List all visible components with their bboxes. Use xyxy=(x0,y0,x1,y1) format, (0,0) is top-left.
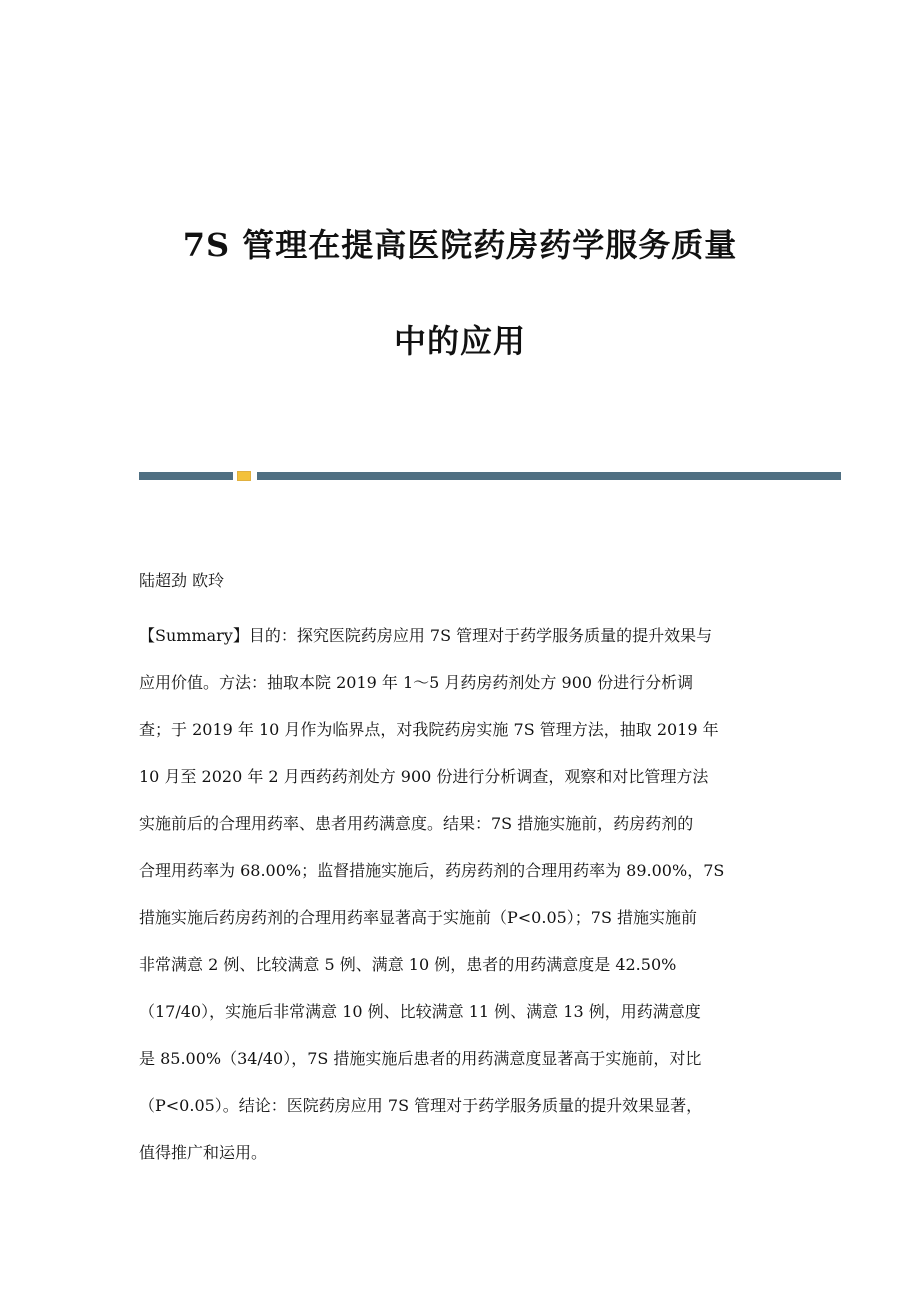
abstract-line: 【Summary】目的：探究医院药房应用 7S 管理对于药学服务质量的提升效果与 xyxy=(139,626,713,645)
abstract-line: 实施前后的合理用药率、患者用药满意度。结果：7S 措施实施前，药房药剂的 xyxy=(139,814,694,833)
authors: 陆超劲 欧玲 xyxy=(139,571,225,590)
abstract-line: 查；于 2019 年 10 月作为临界点，对我院药房实施 7S 管理方法，抽取 2019 年 xyxy=(139,720,719,739)
abstract-line: 是 85.00%（34/40），7S 措施实施后患者的用药满意度显著高于实施前，对比 xyxy=(139,1049,702,1068)
abstract-line: 非常满意 2 例、比较满意 5 例、满意 10 例，患者的用药满意度是 42.50% xyxy=(139,955,677,974)
abstract xyxy=(139,622,789,1186)
divider-ornament-icon xyxy=(237,471,251,481)
abstract-line: 合理用药率为 68.00%；监督措施实施后，药房药剂的合理用药率为 89.00%，7S xyxy=(139,861,725,880)
abstract-line: 应用价值。方法：抽取本院 2019 年 1～5 月药房药剂处方 900 份进行分析调 xyxy=(139,673,694,692)
document-title-line-2: 中的应用 xyxy=(393,322,526,360)
abstract-line: 值得推广和运用。 xyxy=(139,1143,268,1162)
abstract-line: （P<0.05）。结论：医院药房应用 7S 管理对于药学服务质量的提升效果显著， xyxy=(139,1096,703,1115)
document-title-line-1: 7S 管理在提高医院药房药学服务质量 xyxy=(182,226,738,264)
abstract-line: 10 月至 2020 年 2 月西药药剂处方 900 份进行分析调查，观察和对比管理方法 xyxy=(139,767,709,786)
divider-bar-left xyxy=(139,472,233,480)
divider-bar-right xyxy=(257,472,841,480)
abstract-line: （17/40），实施后非常满意 10 例、比较满意 11 例、满意 13 例，用药满意度 xyxy=(139,1002,701,1021)
abstract-line: 措施实施后药房药剂的合理用药率显著高于实施前（P<0.05）；7S 措施实施前 xyxy=(139,908,698,927)
title-divider xyxy=(139,471,841,480)
